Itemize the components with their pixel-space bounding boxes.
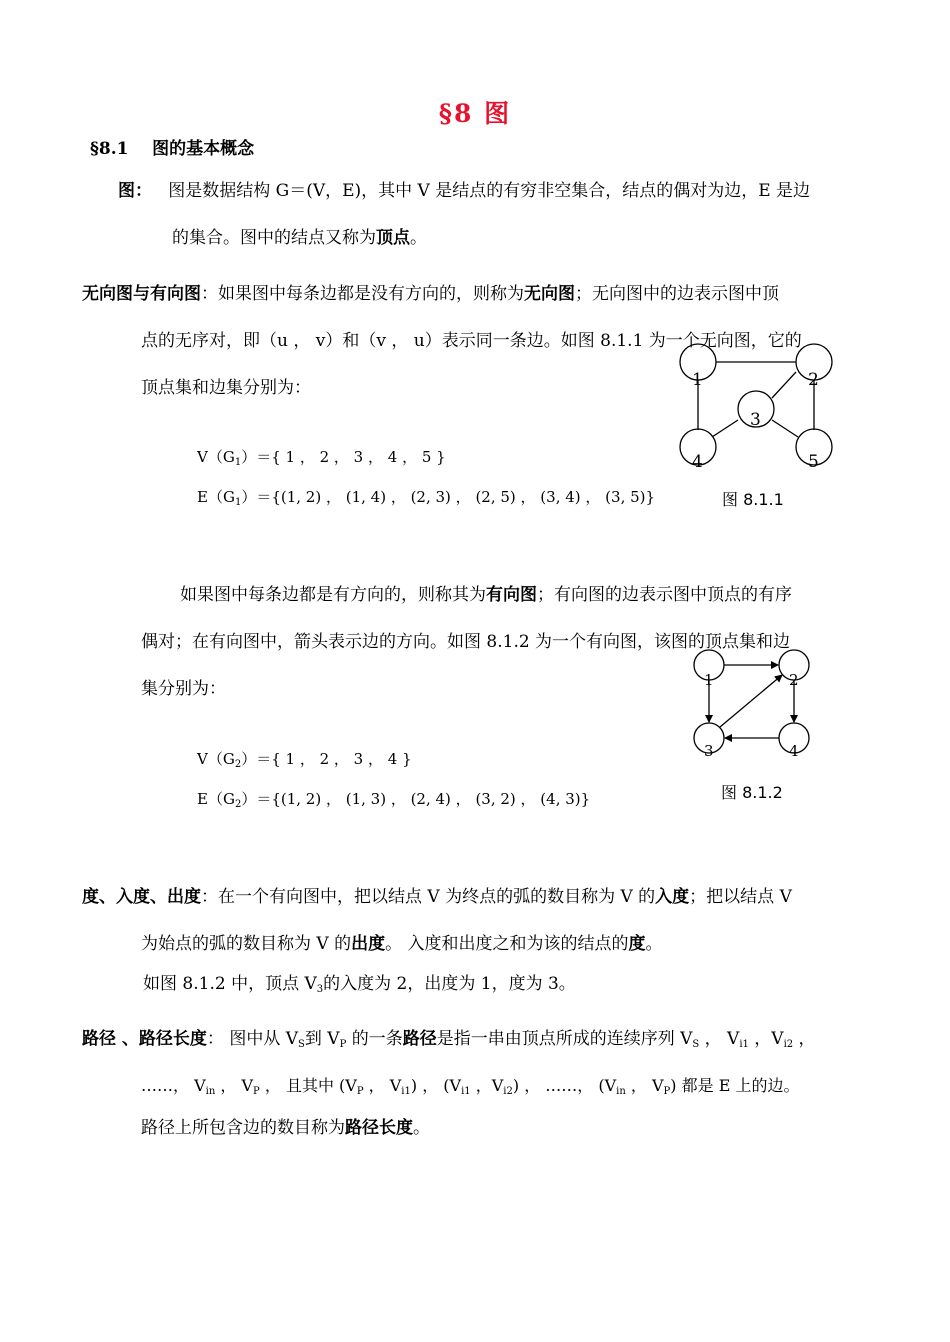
text: ：在一个有向图中，把以结点 V 为终点的弧的数目称为 V 的 [201, 887, 656, 907]
edge-3-4 [712, 420, 738, 437]
text: 如图 8.1.2 中，顶点 V [143, 974, 317, 994]
text: 。 [645, 934, 663, 954]
term-path-inline: 路径 [402, 1029, 437, 1049]
directed-line3: 集分别为： [141, 679, 226, 699]
text: E（G [197, 790, 235, 808]
term-undirected-directed: 无向图与有向图 [82, 284, 201, 304]
text: 是指一串由顶点所成的连续序列 V [436, 1029, 693, 1049]
text: ) 都是 E 上的边。 [670, 1076, 800, 1095]
vertex-set-g1 [197, 450, 446, 468]
subscript: P [663, 1086, 671, 1097]
term-path: 路径 、路径长度 [82, 1029, 207, 1049]
text: ）＝{(1, 2) ， (1, 4) ， (2, 3) ， (2, 5) ， (3, 4) ， (3, 5)} [241, 488, 656, 506]
subscript: i2 [783, 1039, 794, 1050]
figure-8-1-1 [670, 340, 840, 480]
subscript: i1 [739, 1039, 749, 1050]
text: ：如果图中每条边都是没有方向的，则称为 [201, 284, 524, 304]
node-4-label: 4 [789, 742, 799, 760]
text: ）＝{(1, 2) ， (1, 3) ， (2, 4) ， (3, 2) ， (4, 3)} [241, 790, 591, 808]
text: ， V [625, 1076, 664, 1095]
text: V（G [197, 750, 235, 768]
subscript: i2 [503, 1086, 513, 1097]
text: 。 [410, 228, 427, 248]
graph-definition-line1 [118, 183, 810, 200]
subscript: P [253, 1086, 260, 1097]
text: ) ， (V [410, 1076, 462, 1095]
term-total-degree: 度 [628, 934, 646, 954]
text: ，V [470, 1076, 504, 1095]
degree-line2 [141, 936, 663, 953]
subscript: S [298, 1039, 305, 1050]
path-line3 [141, 1120, 430, 1137]
node-4-label: 4 [692, 452, 703, 472]
subscript: i1 [461, 1086, 471, 1097]
text: ： 图中从 V [206, 1029, 299, 1049]
node-1-label: 1 [704, 671, 714, 689]
node-2-label: 2 [808, 370, 819, 390]
figure-8-1-1-caption: 图 8.1.1 [722, 490, 784, 509]
text: ， 且其中 (V [259, 1076, 357, 1095]
subscript: 1 [234, 457, 242, 468]
edge-3-5 [772, 420, 798, 437]
subscript: in [205, 1086, 216, 1097]
graph-definition-text: 图是数据结构 G＝(V，E)，其中 V 是结点的有穷非空集合，结点的偶对为边，E 是边 [168, 181, 811, 201]
text: 。 [413, 1118, 430, 1138]
edge-2-3 [772, 372, 796, 398]
text: 到 V [304, 1029, 340, 1049]
figure-8-1-2-caption: 图 8.1.2 [721, 783, 783, 802]
term-in-degree: 入度 [655, 887, 690, 907]
text: 的集合。图中的结点又称为 [172, 228, 376, 248]
undirected-line3: 顶点集和边集分别为： [141, 378, 311, 398]
term-undirected: 无向图 [524, 284, 575, 304]
node-2-label: 2 [789, 671, 799, 689]
text: ) ， ……， (V [512, 1076, 617, 1095]
text: 的入度为 2，出度为 1，度为 3。 [323, 974, 576, 994]
node-1-label: 1 [692, 370, 703, 390]
section-heading [90, 141, 254, 158]
node-3-label: 3 [750, 410, 761, 430]
undirected-line1 [82, 286, 779, 303]
subscript: 3 [316, 984, 324, 995]
text: 。 入度和出度之和为该的结点的 [385, 934, 629, 954]
text: ， [793, 1029, 816, 1049]
text: ，V [748, 1029, 784, 1049]
edge-set-g2 [197, 792, 590, 810]
subscript: in [616, 1086, 626, 1097]
path-line2 [141, 1078, 799, 1097]
node-3-label: 3 [704, 742, 714, 760]
term-out-degree: 出度 [351, 934, 386, 954]
text: ， V [363, 1076, 402, 1095]
directed-line2: 偶对；在有向图中，箭头表示边的方向。如图 8.1.2 为一个有向图，该图的顶点集和边 [141, 632, 791, 652]
figure-8-1-2 [690, 645, 820, 765]
directed-line1 [180, 587, 792, 604]
undirected-line2: 点的无序对，即（u ， v）和（v ， u）表示同一条边。如图 8.1.1 为一个无向图，它的 [141, 331, 802, 351]
degree-line1 [82, 889, 792, 906]
degree-example [143, 976, 576, 995]
text: ；把以结点 V [689, 887, 792, 907]
term-directed: 有向图 [486, 585, 537, 605]
text: ， V [215, 1076, 254, 1095]
edge-set-g1 [197, 490, 655, 508]
path-line1 [82, 1031, 816, 1050]
vertex-set-g2 [197, 752, 412, 770]
section-number: §8.1 [90, 139, 129, 159]
text: ， V [699, 1029, 740, 1049]
node-5-label: 5 [808, 452, 819, 472]
text: 为始点的弧的数目称为 V 的 [141, 934, 352, 954]
term-path-length: 路径长度 [345, 1118, 413, 1138]
text: ；有向图的边表示图中顶点的有序 [537, 585, 792, 605]
section-title: 图的基本概念 [152, 139, 255, 159]
text: E（G [197, 488, 235, 506]
text: ）＝{ 1 ， 2 ， 3 ， 4 } [241, 750, 412, 768]
subscript: S [692, 1039, 700, 1050]
text: ；无向图中的边表示图中顶 [575, 284, 779, 304]
text: 的一条 [346, 1029, 403, 1049]
text: 路径上所包含边的数目称为 [141, 1118, 345, 1138]
subscript: 1 [234, 497, 242, 508]
term-degree: 度、入度、出度 [82, 887, 201, 907]
text: ……， V [141, 1076, 206, 1095]
text: ）＝{ 1 ， 2 ， 3 ， 4 ， 5 } [241, 448, 446, 466]
subscript: 2 [234, 759, 242, 770]
subscript: P [356, 1086, 364, 1097]
text: V（G [197, 448, 235, 466]
arc-3-2 [720, 675, 782, 727]
subscript: i1 [401, 1086, 411, 1097]
graph-definition-line2 [172, 230, 427, 247]
subscript: 2 [234, 799, 242, 810]
subscript: P [339, 1039, 347, 1050]
term-vertex: 顶点 [376, 228, 410, 248]
term-graph: 图： [118, 181, 152, 201]
page-title: §8 图 [438, 99, 512, 128]
text: 如果图中每条边都是有方向的，则称其为 [180, 585, 486, 605]
